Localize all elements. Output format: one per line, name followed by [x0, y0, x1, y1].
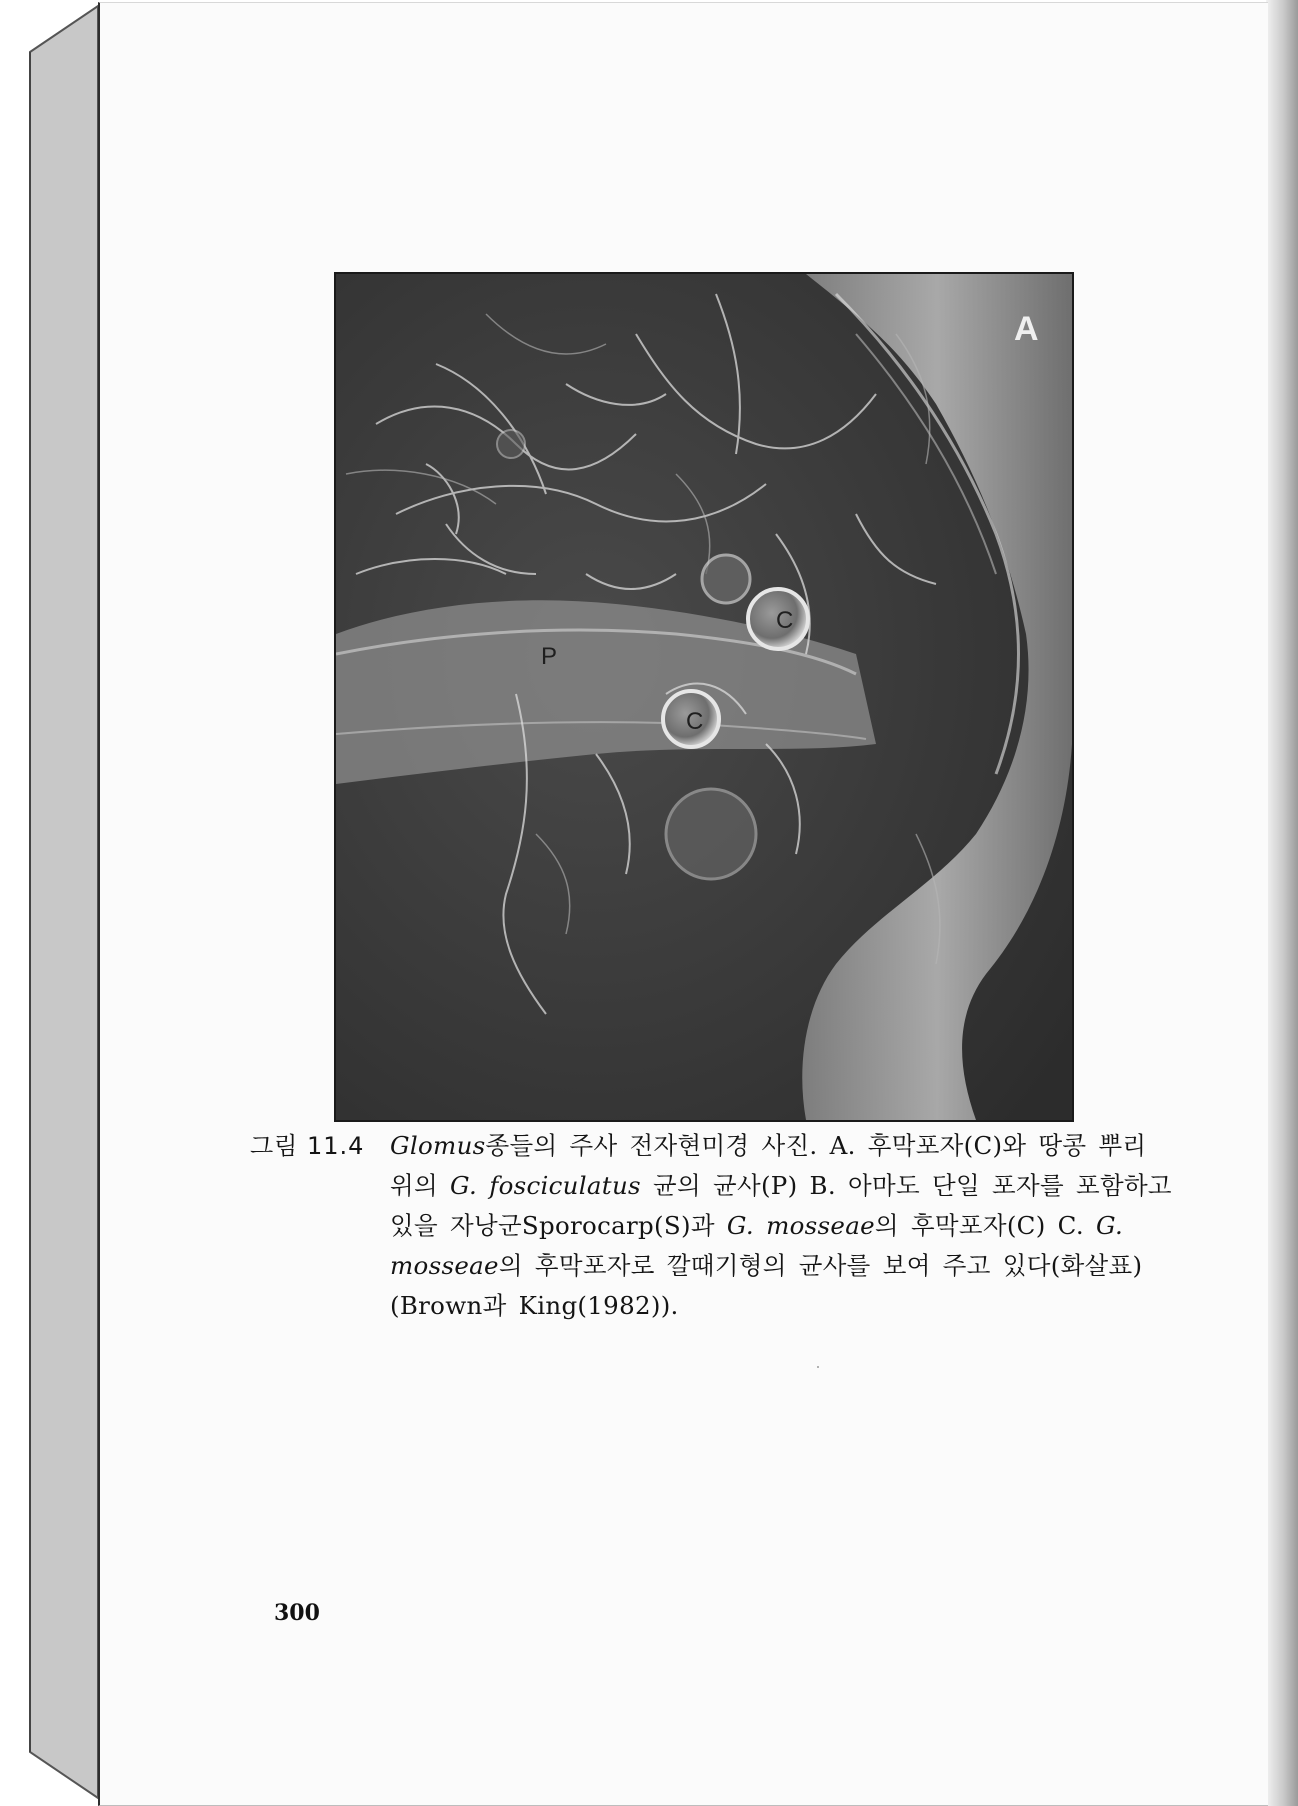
caption-line	[390, 1246, 1150, 1286]
scan-speck	[817, 1366, 819, 1368]
caption-line	[390, 1206, 1150, 1246]
caption-text: 있을 자낭군Sporocarp(S)과	[390, 1211, 727, 1240]
caption-line	[390, 1166, 1172, 1206]
book-spine	[0, 0, 100, 1806]
label-c-upper: C	[776, 607, 794, 634]
caption-italic-text: G.	[1096, 1211, 1124, 1240]
caption-italic-text: G. fosciculatus	[450, 1171, 641, 1200]
micrograph-image	[336, 274, 1072, 1120]
caption-italic-text: G. mosseae	[726, 1211, 875, 1240]
caption-text: 위의	[390, 1171, 451, 1200]
caption-italic-text: mosseae	[390, 1251, 499, 1280]
label-c-lower: C	[686, 708, 704, 735]
page-edge-shadow	[1266, 0, 1298, 1806]
label-p: P	[541, 643, 558, 670]
caption-line	[390, 1126, 1150, 1166]
figure-caption	[250, 1126, 1172, 1326]
caption-text: 의 후막포자로 깔때기형의 균사를 보여 주고 있다(화살표)	[498, 1251, 1143, 1280]
caption-text: 균의 균사(P) B. 아마도 단일 포자를 포함하고	[640, 1171, 1172, 1200]
panel-letter-a: A	[1014, 310, 1039, 348]
caption-text: (Brown과 King(1982)).	[390, 1291, 679, 1320]
page-number: 300	[274, 1600, 320, 1626]
caption-line	[390, 1286, 1150, 1326]
caption-italic-text: Glomus	[390, 1131, 486, 1160]
caption-text: 종들의 주사 전자현미경 사진. A. 후막포자(C)와 땅콩 뿌리	[485, 1131, 1147, 1160]
caption-label: 그림 11.4	[250, 1132, 365, 1160]
figure-micrograph	[334, 272, 1074, 1122]
caption-text: 의 후막포자(C) C.	[874, 1211, 1097, 1240]
caption-body	[390, 1126, 1172, 1326]
